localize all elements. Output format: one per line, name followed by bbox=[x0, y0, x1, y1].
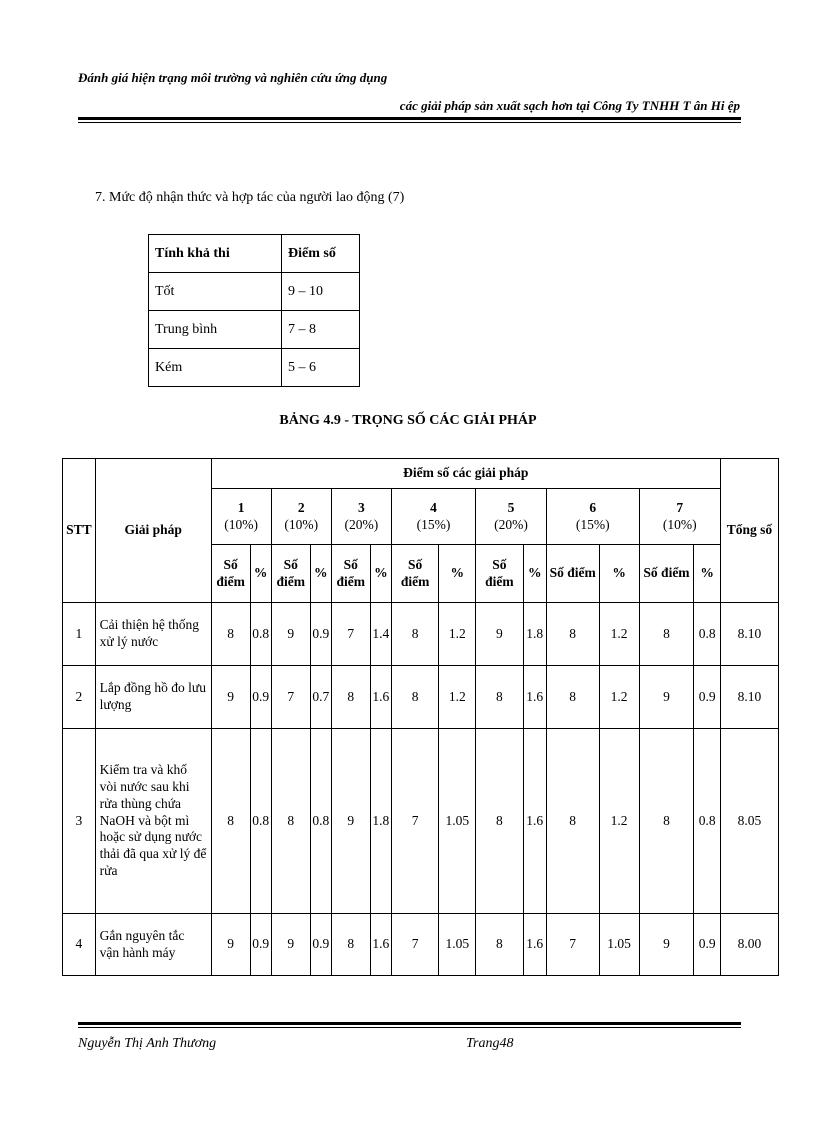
table-row bbox=[63, 914, 779, 976]
solution-cell: Cải thiện hệ thống xử lý nước bbox=[95, 603, 211, 666]
score-cell: 9 bbox=[271, 914, 310, 976]
percent-cell: 1.6 bbox=[523, 914, 546, 976]
score-cell: 9 bbox=[271, 603, 310, 666]
criterion-header bbox=[639, 489, 720, 545]
stt-cell: 2 bbox=[63, 666, 96, 729]
total-cell: 8.05 bbox=[720, 729, 778, 914]
table-row bbox=[149, 349, 360, 387]
table-row bbox=[63, 666, 779, 729]
score-cell: 8 bbox=[211, 603, 250, 666]
percent-subheader: % bbox=[250, 545, 271, 603]
percent-cell: 1.6 bbox=[370, 666, 391, 729]
percent-cell: 1.2 bbox=[599, 729, 639, 914]
score-subheader: Số điểm bbox=[639, 545, 694, 603]
score-cell: 7 bbox=[271, 666, 310, 729]
table-caption: BẢNG 4.9 - TRỌNG SỐ CÁC GIẢI PHÁP bbox=[279, 413, 537, 428]
score-cell: 8 bbox=[331, 666, 370, 729]
percent-cell: 1.2 bbox=[439, 603, 476, 666]
percent-cell: 0.8 bbox=[250, 603, 271, 666]
score-cell: 9 bbox=[639, 914, 694, 976]
criterion-header bbox=[546, 489, 639, 545]
footer-author: Nguyễn Thị Anh Thương bbox=[78, 1036, 217, 1051]
percent-cell: 1.2 bbox=[439, 666, 476, 729]
feasibility-cell: Kém bbox=[149, 349, 282, 387]
percent-cell: 1.2 bbox=[599, 666, 639, 729]
percent-cell: 1.6 bbox=[523, 729, 546, 914]
percent-cell: 1.8 bbox=[523, 603, 546, 666]
footer-rule-thin bbox=[78, 1027, 741, 1028]
criterion-weight: (10%) bbox=[284, 516, 319, 532]
percent-cell: 0.9 bbox=[250, 666, 271, 729]
criterion-number: 3 bbox=[357, 499, 365, 515]
footer-page-number: Trang48 bbox=[466, 1036, 514, 1051]
score-group-header: Điểm số các giải pháp bbox=[211, 459, 720, 489]
score-cell: 8 bbox=[546, 666, 599, 729]
feasibility-cell: Tốt bbox=[149, 273, 282, 311]
score-cell: 9 – 10 bbox=[282, 273, 360, 311]
table-row bbox=[149, 311, 360, 349]
score-cell: 7 – 8 bbox=[282, 311, 360, 349]
solution-weight-table bbox=[62, 458, 779, 976]
score-subheader: Số điểm bbox=[476, 545, 523, 603]
percent-cell: 0.9 bbox=[694, 666, 720, 729]
criterion-number: 4 bbox=[430, 499, 437, 515]
score-cell: 9 bbox=[331, 729, 370, 914]
score-cell: 8 bbox=[546, 729, 599, 914]
table-row bbox=[63, 603, 779, 666]
score-header-cell: Điểm số bbox=[282, 235, 360, 273]
criterion-weight: (20%) bbox=[344, 516, 379, 532]
percent-cell: 0.8 bbox=[694, 729, 720, 914]
percent-cell: 0.8 bbox=[250, 729, 271, 914]
stt-cell: 4 bbox=[63, 914, 96, 976]
criterion-header bbox=[476, 489, 547, 545]
percent-cell: 1.6 bbox=[370, 914, 391, 976]
criterion-header bbox=[331, 489, 391, 545]
header-title-line2: các giải pháp sản xuất sạch hơn tại Công Ty TNHH T ân Hi ệp bbox=[399, 98, 740, 113]
total-cell: 8.00 bbox=[720, 914, 778, 976]
percent-subheader: % bbox=[439, 545, 476, 603]
score-cell: 7 bbox=[391, 729, 438, 914]
score-cell: 7 bbox=[331, 603, 370, 666]
criterion-header bbox=[211, 489, 271, 545]
criterion-weight: (15%) bbox=[575, 516, 610, 532]
feasibility-table bbox=[148, 234, 360, 387]
score-cell: 8 bbox=[391, 666, 438, 729]
table-row bbox=[63, 729, 779, 914]
score-subheader: Số điểm bbox=[546, 545, 599, 603]
score-cell: 8 bbox=[331, 914, 370, 976]
solution-cell: Lắp đồng hồ đo lưu lượng bbox=[95, 666, 211, 729]
solution-cell: Kiểm tra và khố vòi nước sau khi rửa thùng chứa NaOH và bột mì hoặc sử dụng nước thải đã qua xử lý để rửa bbox=[95, 729, 211, 914]
score-cell: 8 bbox=[271, 729, 310, 914]
score-subheader: Số điểm bbox=[331, 545, 370, 603]
header-title-line1: Đánh giá hiện trạng môi trường và nghiên cứu ứng dụng bbox=[78, 70, 388, 85]
percent-cell: 0.7 bbox=[310, 666, 331, 729]
table-row bbox=[149, 273, 360, 311]
criterion-number: 5 bbox=[507, 499, 515, 515]
percent-cell: 1.6 bbox=[523, 666, 546, 729]
score-cell: 8 bbox=[639, 729, 694, 914]
feasibility-cell: Trung bình bbox=[149, 311, 282, 349]
percent-subheader: % bbox=[599, 545, 639, 603]
criterion-weight: (20%) bbox=[494, 516, 528, 532]
criterion-header bbox=[391, 489, 475, 545]
percent-cell: 0.9 bbox=[310, 914, 331, 976]
criterion-header bbox=[271, 489, 331, 545]
score-cell: 8 bbox=[391, 603, 438, 666]
percent-subheader: % bbox=[523, 545, 546, 603]
percent-cell: 1.05 bbox=[439, 729, 476, 914]
item-7-heading: 7. Mức độ nhận thức và hợp tác của người lao động (7) bbox=[95, 190, 405, 205]
total-header: Tổng số bbox=[720, 459, 778, 603]
percent-subheader: % bbox=[310, 545, 331, 603]
total-cell: 8.10 bbox=[720, 603, 778, 666]
score-cell: 7 bbox=[391, 914, 438, 976]
percent-cell: 1.05 bbox=[439, 914, 476, 976]
percent-cell: 1.8 bbox=[370, 729, 391, 914]
score-cell: 8 bbox=[476, 666, 523, 729]
total-cell: 8.10 bbox=[720, 666, 778, 729]
solution-header: Giải pháp bbox=[95, 459, 211, 603]
score-cell: 8 bbox=[211, 729, 250, 914]
score-cell: 9 bbox=[211, 666, 250, 729]
header-rule-thick bbox=[78, 117, 741, 120]
criterion-weight: (15%) bbox=[416, 516, 451, 532]
table-header-row bbox=[63, 459, 779, 489]
criterion-number: 6 bbox=[589, 499, 597, 515]
criterion-number: 7 bbox=[676, 499, 684, 515]
stt-cell: 3 bbox=[63, 729, 96, 914]
percent-cell: 1.2 bbox=[599, 603, 639, 666]
score-cell: 8 bbox=[639, 603, 694, 666]
percent-subheader: % bbox=[370, 545, 391, 603]
score-subheader: Số điểm bbox=[271, 545, 310, 603]
score-cell: 9 bbox=[639, 666, 694, 729]
feasibility-table-header bbox=[149, 235, 360, 273]
stt-cell: 1 bbox=[63, 603, 96, 666]
percent-cell: 0.8 bbox=[310, 729, 331, 914]
percent-cell: 0.8 bbox=[694, 603, 720, 666]
solution-cell: Gắn nguyên tắc vận hành máy bbox=[95, 914, 211, 976]
criterion-number: 2 bbox=[297, 499, 305, 515]
percent-cell: 0.9 bbox=[250, 914, 271, 976]
criterion-weight: (10%) bbox=[662, 516, 697, 532]
score-cell: 9 bbox=[211, 914, 250, 976]
criterion-weight: (10%) bbox=[224, 516, 259, 532]
percent-cell: 1.4 bbox=[370, 603, 391, 666]
stt-header: STT bbox=[63, 459, 96, 603]
score-cell: 9 bbox=[476, 603, 523, 666]
header-rule-thin bbox=[78, 122, 741, 123]
percent-cell: 1.05 bbox=[599, 914, 639, 976]
score-subheader: Số điểm bbox=[391, 545, 438, 603]
percent-cell: 0.9 bbox=[310, 603, 331, 666]
criterion-number: 1 bbox=[237, 499, 245, 515]
percent-cell: 0.9 bbox=[694, 914, 720, 976]
score-cell: 8 bbox=[546, 603, 599, 666]
score-subheader: Số điểm bbox=[211, 545, 250, 603]
percent-subheader: % bbox=[694, 545, 720, 603]
score-cell: 8 bbox=[476, 914, 523, 976]
footer-rule-thick bbox=[78, 1022, 741, 1025]
score-cell: 8 bbox=[476, 729, 523, 914]
feasibility-header-cell: Tính khả thi bbox=[149, 235, 282, 273]
score-cell: 7 bbox=[546, 914, 599, 976]
score-cell: 5 – 6 bbox=[282, 349, 360, 387]
